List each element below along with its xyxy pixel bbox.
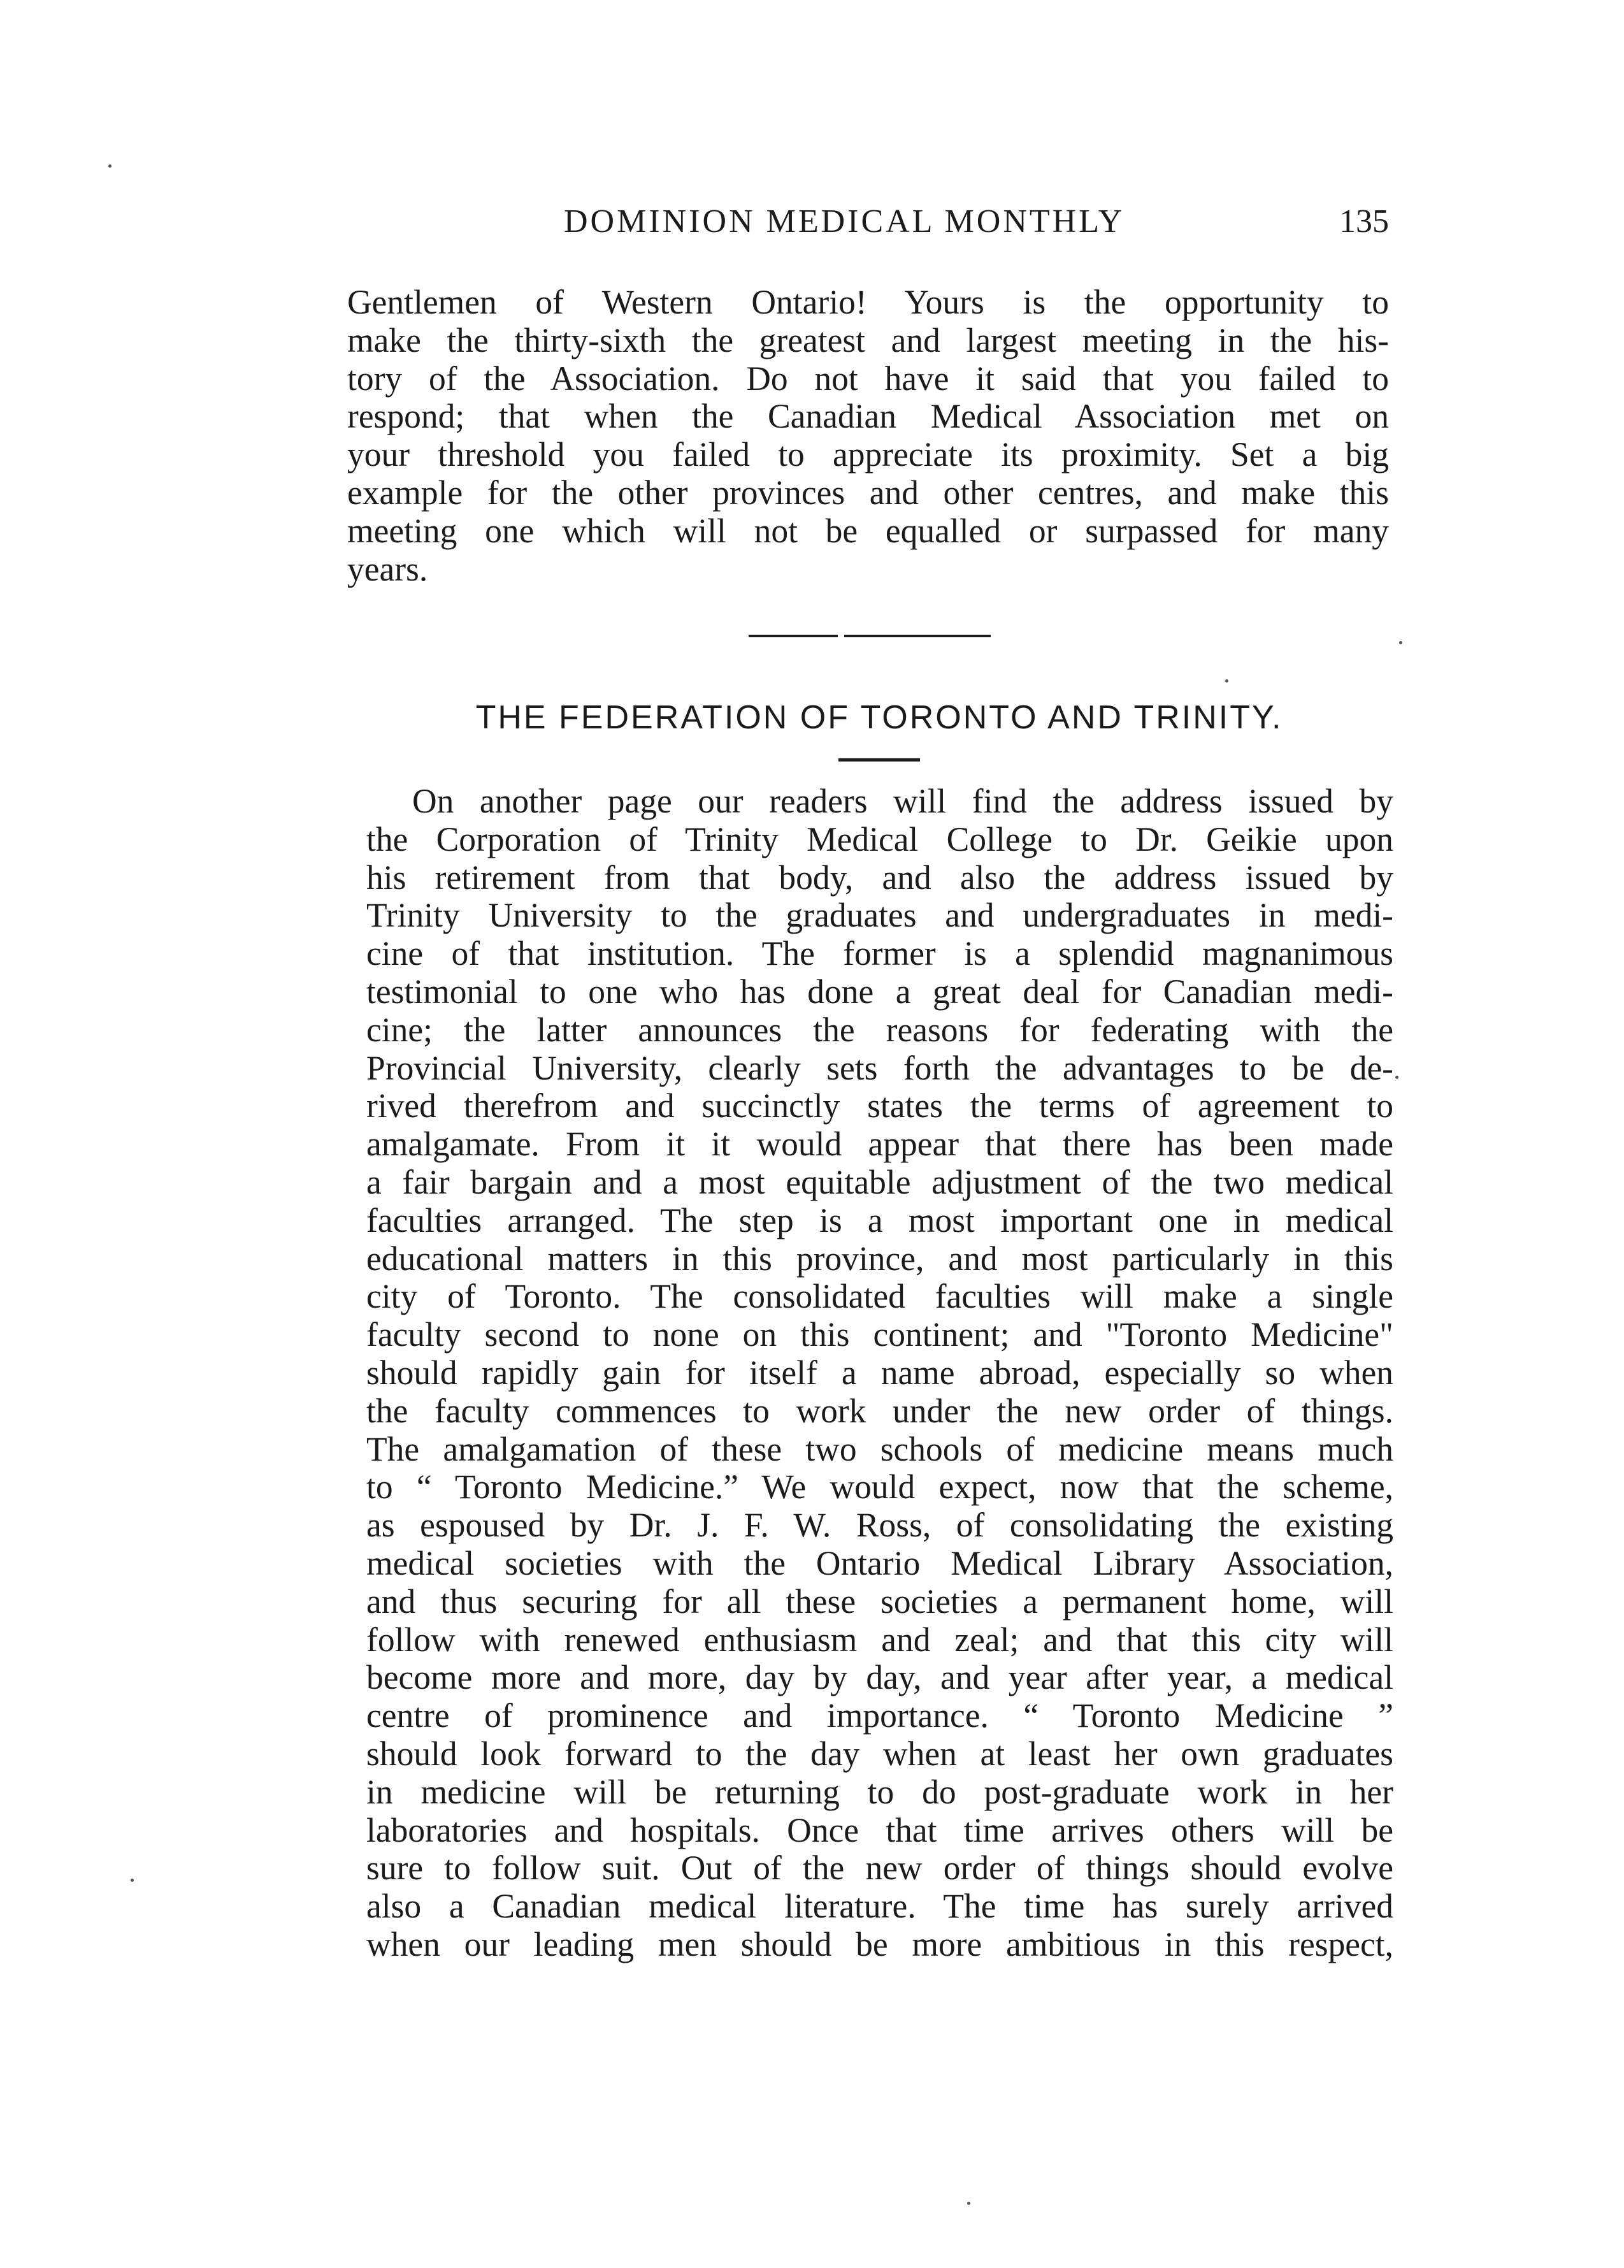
page-number: 135 (1339, 203, 1389, 240)
text-line: the Corporation of Trinity Medical College to Dr. Geikie upon (366, 820, 1393, 858)
text-line: follow with renewed enthusiasm and zeal; and that this city will (366, 1620, 1393, 1659)
text-line: centre of prominence and importance. “ Toronto Medicine ” (366, 1696, 1393, 1735)
section-divider (749, 635, 991, 637)
text-line: laboratories and hospitals. Once that time arrives others will be (366, 1810, 1393, 1849)
text-line: medical societies with the Ontario Medical Library Association, (366, 1543, 1393, 1582)
text-line: his retirement from that body, and also the address issued by (366, 858, 1393, 897)
text-line: when our leading men should be more ambitious in this respect, (366, 1925, 1393, 1963)
text-line: the faculty commences to work under the new order of things. (366, 1391, 1393, 1430)
text-line: as espoused by Dr. J. F. W. Ross, of consolidating the existing (366, 1506, 1393, 1545)
running-title: DOMINION MEDICAL MONTHLY (564, 203, 1125, 240)
text-line: Provincial University, clearly sets forth the advantages to be de- (366, 1048, 1393, 1087)
text-line: should look forward to the day when at least her own graduates (366, 1734, 1393, 1773)
text-line: respond; that when the Canadian Medical Association met on (347, 397, 1389, 436)
text-line: your threshold you failed to appreciate its proximity. Set a big (347, 435, 1389, 474)
text-line: city of Toronto. The consolidated faculties will make a single (366, 1277, 1393, 1316)
text-line: tory of the Association. Do not have it said that you failed to (347, 359, 1389, 398)
text-line: to “ Toronto Medicine.” We would expect, now that the scheme, (366, 1468, 1393, 1506)
text-line: also a Canadian medical literature. The time has surely arrived (366, 1887, 1393, 1926)
article-body (366, 783, 1393, 1964)
text-line: The amalgamation of these two schools of medicine means much (366, 1429, 1393, 1468)
text-line: faculties arranged. The step is a most important one in medical (366, 1201, 1393, 1239)
text-line: a fair bargain and a most equitable adjustment of the two medical (366, 1162, 1393, 1201)
title-underline (838, 758, 920, 762)
text-line: On another page our readers will find the address issued by (412, 782, 1393, 820)
text-line: testimonial to one who has done a great deal for Canadian medi- (366, 972, 1393, 1011)
divider-segment (749, 635, 838, 637)
running-head (347, 203, 1389, 247)
text-line: should rapidly gain for itself a name abroad, especially so when (366, 1353, 1393, 1392)
divider-segment (844, 635, 991, 637)
text-line: faculty second to none on this continent; and "Toronto Medicine" (366, 1315, 1393, 1354)
text-line: Trinity University to the graduates and undergraduates in medi- (366, 896, 1393, 935)
text-line: amalgamate. From it it would appear that there has been made (366, 1125, 1393, 1164)
scan-speck (1395, 1076, 1398, 1079)
text-line: cine of that institution. The former is a splendid magnanimous (366, 934, 1393, 973)
text-line: meeting one which will not be equalled or surpassed for many (347, 511, 1389, 550)
text-line: rived therefrom and succinctly states the terms of agreement to (366, 1087, 1393, 1125)
text-line: educational matters in this province, and most particularly in this (366, 1239, 1393, 1278)
article-title: THE FEDERATION OF TORONTO AND TRINITY. (475, 699, 1283, 736)
text-line: become more and more, day by day, and year after year, a medical (366, 1658, 1393, 1697)
closing-paragraph (347, 284, 1389, 588)
text-line: in medicine will be returning to do post-graduate work in her (366, 1772, 1393, 1811)
scan-speck (1399, 641, 1402, 644)
scan-speck (967, 2202, 970, 2205)
text-line: cine; the latter announces the reasons for federating with the (366, 1010, 1393, 1049)
text-line: years. (347, 549, 428, 588)
text-line: sure to follow suit. Out of the new order of things should evolve (366, 1849, 1393, 1888)
text-line: Gentlemen of Western Ontario! Yours is the opportunity to (347, 283, 1389, 321)
scan-speck (131, 1879, 134, 1882)
text-line: and thus securing for all these societies a permanent home, will (366, 1582, 1393, 1621)
scan-speck (1225, 679, 1228, 683)
scan-speck (108, 164, 111, 168)
text-line: example for the other provinces and other centres, and make this (347, 473, 1389, 512)
text-line: make the thirty-sixth the greatest and largest meeting in the his- (347, 321, 1389, 359)
